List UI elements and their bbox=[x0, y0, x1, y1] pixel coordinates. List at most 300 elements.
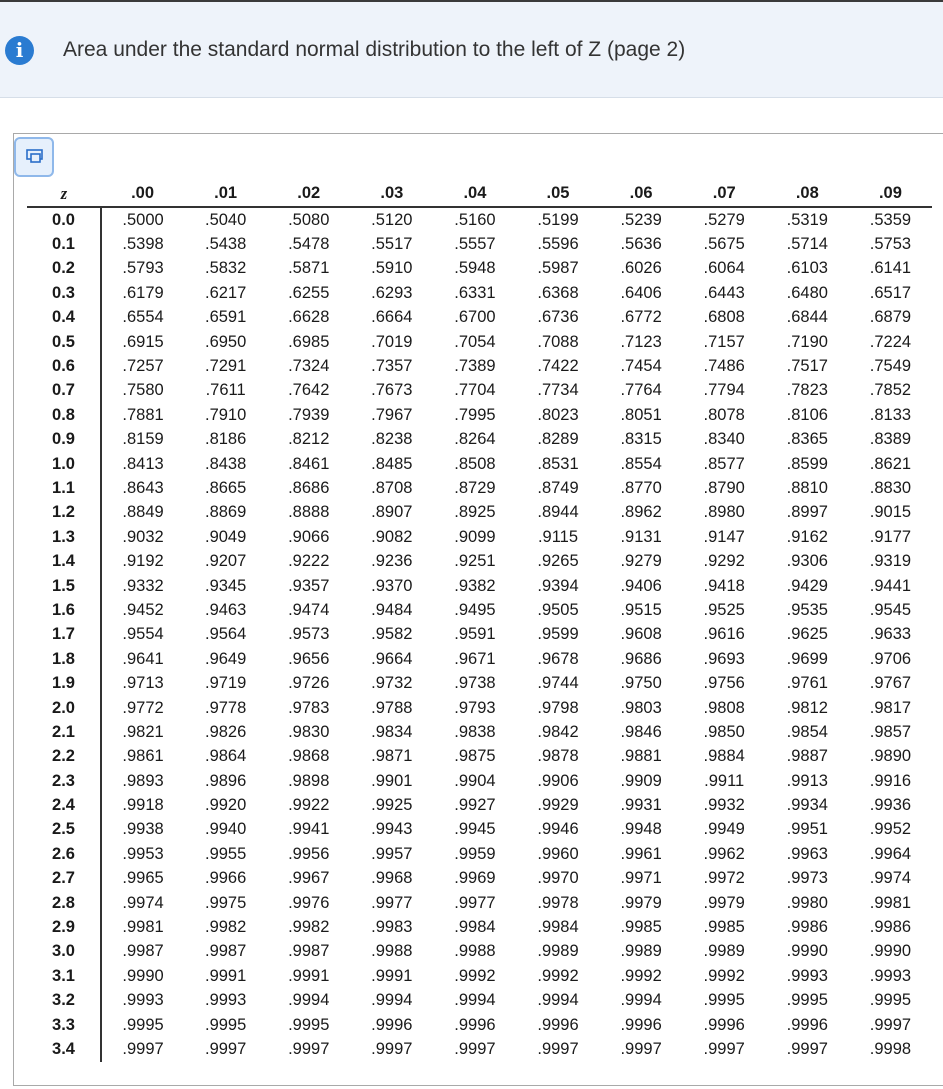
table-row bbox=[27, 867, 932, 891]
table-row bbox=[27, 989, 932, 1013]
probability-cell: .5319 bbox=[786, 210, 828, 229]
probability-cell: .6736 bbox=[537, 308, 579, 327]
probability-cell: .9969 bbox=[454, 869, 496, 888]
probability-cell: .8849 bbox=[122, 503, 164, 522]
probability-cell: .9909 bbox=[620, 771, 662, 790]
probability-cell: .9997 bbox=[371, 1039, 413, 1058]
probability-cell: .9993 bbox=[786, 966, 828, 985]
probability-cell: .9830 bbox=[288, 722, 330, 741]
probability-cell: .9817 bbox=[869, 698, 912, 717]
table-row bbox=[27, 1037, 932, 1061]
z-value-cell: 1.2 bbox=[27, 501, 101, 525]
probability-cell: .8238 bbox=[371, 430, 413, 449]
probability-cell: .9767 bbox=[869, 674, 912, 693]
probability-cell: .9991 bbox=[288, 966, 330, 985]
probability-cell: .5160 bbox=[454, 210, 496, 229]
table-row bbox=[27, 793, 932, 817]
probability-cell: .9977 bbox=[454, 893, 496, 912]
z-value-cell: 0.0 bbox=[27, 207, 101, 232]
probability-cell: .9864 bbox=[204, 747, 247, 766]
table-row bbox=[27, 306, 932, 330]
probability-cell: .7580 bbox=[122, 381, 164, 400]
probability-cell: .9890 bbox=[869, 747, 912, 766]
probability-cell: .9938 bbox=[122, 820, 164, 839]
z-value-cell: 2.5 bbox=[27, 818, 101, 842]
probability-cell: .6103 bbox=[786, 259, 828, 278]
probability-cell: .8365 bbox=[786, 430, 828, 449]
z-value-cell: 2.8 bbox=[27, 891, 101, 915]
probability-cell: .9981 bbox=[869, 893, 912, 912]
table-row bbox=[27, 452, 932, 476]
probability-cell: .9997 bbox=[537, 1039, 579, 1058]
probability-cell: .6517 bbox=[869, 283, 912, 302]
probability-cell: .7967 bbox=[371, 405, 413, 424]
probability-cell: .5398 bbox=[122, 235, 164, 254]
z-value-cell: 1.4 bbox=[27, 549, 101, 573]
probability-cell: .9964 bbox=[869, 844, 912, 863]
probability-cell: .9972 bbox=[703, 869, 745, 888]
probability-cell: .8665 bbox=[204, 478, 247, 497]
probability-cell: .9992 bbox=[620, 966, 662, 985]
probability-cell: .9982 bbox=[288, 918, 330, 937]
probability-cell: .9875 bbox=[454, 747, 496, 766]
probability-cell: .9608 bbox=[620, 625, 662, 644]
probability-cell: .9997 bbox=[869, 1015, 912, 1034]
probability-cell: .9641 bbox=[122, 649, 164, 668]
probability-cell: .7611 bbox=[205, 381, 246, 400]
probability-cell: .9793 bbox=[454, 698, 496, 717]
table-row bbox=[27, 671, 932, 695]
probability-cell: .9996 bbox=[537, 1015, 579, 1034]
probability-cell: .7157 bbox=[703, 332, 745, 351]
table-row bbox=[27, 964, 932, 988]
probability-cell: .9955 bbox=[204, 844, 247, 863]
probability-cell: .9973 bbox=[786, 869, 828, 888]
z-value-cell: 0.8 bbox=[27, 403, 101, 427]
probability-cell: .9564 bbox=[204, 625, 247, 644]
probability-cell: .9857 bbox=[869, 722, 912, 741]
probability-cell: .9265 bbox=[537, 552, 579, 571]
probability-cell: .9525 bbox=[703, 600, 745, 619]
table-row bbox=[27, 232, 932, 256]
probability-cell: .9997 bbox=[703, 1039, 745, 1058]
probability-cell: .9719 bbox=[204, 674, 247, 693]
z-table bbox=[27, 181, 932, 1062]
probability-cell: .8508 bbox=[454, 454, 496, 473]
table-row bbox=[27, 598, 932, 622]
probability-cell: .9997 bbox=[454, 1039, 496, 1058]
probability-cell: .9192 bbox=[122, 552, 164, 571]
table-header-row bbox=[27, 181, 932, 207]
probability-cell: .7190 bbox=[786, 332, 828, 351]
probability-cell: .9967 bbox=[288, 869, 330, 888]
probability-cell: .9981 bbox=[122, 918, 164, 937]
probability-cell: .9997 bbox=[786, 1039, 828, 1058]
probability-cell: .9878 bbox=[537, 747, 579, 766]
probability-cell: .9115 bbox=[537, 527, 579, 546]
probability-cell: .9345 bbox=[204, 576, 247, 595]
z-value-cell: 2.0 bbox=[27, 696, 101, 720]
probability-cell: .6591 bbox=[204, 308, 247, 327]
probability-cell: .9963 bbox=[786, 844, 828, 863]
z-value-cell: 3.0 bbox=[27, 940, 101, 964]
probability-cell: .8810 bbox=[786, 478, 828, 497]
probability-cell: .8770 bbox=[620, 478, 662, 497]
probability-cell: .9887 bbox=[786, 747, 828, 766]
probability-cell: .8485 bbox=[371, 454, 413, 473]
probability-cell: .7852 bbox=[869, 381, 912, 400]
probability-cell: .9505 bbox=[537, 600, 579, 619]
probability-cell: .9066 bbox=[288, 527, 330, 546]
probability-cell: .9906 bbox=[537, 771, 579, 790]
table-row bbox=[27, 257, 932, 281]
probability-cell: .8686 bbox=[288, 478, 330, 497]
probability-cell: .9983 bbox=[371, 918, 413, 937]
probability-cell: .7764 bbox=[620, 381, 662, 400]
probability-cell: .9990 bbox=[786, 942, 828, 961]
probability-cell: .9418 bbox=[703, 576, 745, 595]
probability-cell: .9979 bbox=[703, 893, 745, 912]
probability-cell: .9952 bbox=[869, 820, 912, 839]
probability-cell: .8907 bbox=[371, 503, 413, 522]
probability-cell: .7123 bbox=[620, 332, 662, 351]
z-value-cell: 2.7 bbox=[27, 867, 101, 891]
column-header: .00 bbox=[101, 181, 184, 207]
probability-cell: .9994 bbox=[454, 991, 496, 1010]
probability-cell: .9406 bbox=[620, 576, 662, 595]
probability-cell: .9713 bbox=[122, 674, 164, 693]
probability-cell: .9535 bbox=[786, 600, 828, 619]
probability-cell: .8729 bbox=[454, 478, 496, 497]
probability-cell: .9920 bbox=[204, 796, 247, 815]
probability-cell: .9994 bbox=[371, 991, 413, 1010]
probability-cell: .5199 bbox=[537, 210, 579, 229]
probability-cell: .9934 bbox=[786, 796, 828, 815]
probability-cell: .6879 bbox=[869, 308, 912, 327]
probability-cell: .9931 bbox=[620, 796, 662, 815]
probability-cell: .7704 bbox=[454, 381, 496, 400]
probability-cell: .9992 bbox=[703, 966, 745, 985]
probability-cell: .9990 bbox=[869, 942, 912, 961]
probability-cell: .9929 bbox=[537, 796, 579, 815]
table-row bbox=[27, 403, 932, 427]
probability-cell: .6331 bbox=[454, 283, 496, 302]
probability-cell: .9997 bbox=[620, 1039, 662, 1058]
table-row bbox=[27, 915, 932, 939]
table-row bbox=[27, 720, 932, 744]
z-value-cell: 2.6 bbox=[27, 842, 101, 866]
probability-cell: .6950 bbox=[204, 332, 247, 351]
probability-cell: .9949 bbox=[703, 820, 745, 839]
probability-cell: .9962 bbox=[703, 844, 745, 863]
probability-cell: .9032 bbox=[122, 527, 164, 546]
probability-cell: .9706 bbox=[869, 649, 912, 668]
probability-cell: .9997 bbox=[288, 1039, 330, 1058]
probability-cell: .9357 bbox=[288, 576, 330, 595]
probability-cell: .9993 bbox=[869, 966, 912, 985]
probability-cell: .9049 bbox=[204, 527, 247, 546]
column-header: .05 bbox=[516, 181, 599, 207]
table-row bbox=[27, 891, 932, 915]
table-row bbox=[27, 745, 932, 769]
probability-cell: .9943 bbox=[371, 820, 413, 839]
probability-cell: .5596 bbox=[537, 235, 579, 254]
probability-cell: .9940 bbox=[204, 820, 247, 839]
probability-cell: .8790 bbox=[703, 478, 745, 497]
probability-cell: .9945 bbox=[454, 820, 496, 839]
probability-cell: .9995 bbox=[703, 991, 745, 1010]
probability-cell: .8340 bbox=[703, 430, 745, 449]
probability-cell: .7454 bbox=[620, 357, 662, 376]
probability-cell: .7422 bbox=[537, 357, 579, 376]
probability-cell: .7389 bbox=[454, 357, 496, 376]
probability-cell: .7910 bbox=[204, 405, 247, 424]
probability-cell: .6554 bbox=[122, 308, 164, 327]
z-value-cell: 3.1 bbox=[27, 964, 101, 988]
probability-cell: .9884 bbox=[703, 747, 745, 766]
figure-container bbox=[13, 133, 943, 1086]
probability-cell: .9993 bbox=[204, 991, 247, 1010]
probability-cell: .9974 bbox=[869, 869, 912, 888]
probability-cell: .9452 bbox=[122, 600, 164, 619]
probability-cell: .9953 bbox=[122, 844, 164, 863]
probability-cell: .9279 bbox=[620, 552, 662, 571]
probability-cell: .9975 bbox=[204, 893, 247, 912]
probability-cell: .9901 bbox=[371, 771, 413, 790]
probability-cell: .7673 bbox=[371, 381, 413, 400]
z-value-cell: 1.1 bbox=[27, 476, 101, 500]
probability-cell: .9976 bbox=[288, 893, 330, 912]
probability-cell: .9306 bbox=[786, 552, 828, 571]
probability-cell: .5120 bbox=[371, 210, 413, 229]
probability-cell: .9893 bbox=[122, 771, 164, 790]
probability-cell: .8643 bbox=[122, 478, 164, 497]
probability-cell: .9573 bbox=[288, 625, 330, 644]
z-value-cell: 1.6 bbox=[27, 598, 101, 622]
probability-cell: .9778 bbox=[204, 698, 247, 717]
probability-cell: .9147 bbox=[703, 527, 745, 546]
probability-cell: .9956 bbox=[288, 844, 330, 863]
probability-cell: .7054 bbox=[454, 332, 496, 351]
probability-cell: .9977 bbox=[371, 893, 413, 912]
probability-cell: .6255 bbox=[288, 283, 330, 302]
probability-cell: .9957 bbox=[371, 844, 413, 863]
probability-cell: .8106 bbox=[786, 405, 828, 424]
probability-cell: .8980 bbox=[703, 503, 745, 522]
probability-cell: .6844 bbox=[786, 308, 828, 327]
z-value-cell: 0.5 bbox=[27, 330, 101, 354]
probability-cell: .9988 bbox=[371, 942, 413, 961]
probability-cell: .9332 bbox=[122, 576, 164, 595]
probability-cell: .7823 bbox=[786, 381, 828, 400]
probability-cell: .9738 bbox=[454, 674, 496, 693]
probability-cell: .9992 bbox=[537, 966, 579, 985]
probability-cell: .9974 bbox=[122, 893, 164, 912]
probability-cell: .9989 bbox=[537, 942, 579, 961]
probability-cell: .5000 bbox=[122, 210, 164, 229]
probability-cell: .8888 bbox=[288, 503, 330, 522]
probability-cell: .9966 bbox=[204, 869, 247, 888]
probability-cell: .9994 bbox=[620, 991, 662, 1010]
probability-cell: .9911 bbox=[704, 771, 745, 790]
probability-cell: .8577 bbox=[703, 454, 745, 473]
probability-cell: .9995 bbox=[122, 1015, 164, 1034]
column-header: .01 bbox=[184, 181, 267, 207]
probability-cell: .9995 bbox=[869, 991, 912, 1010]
probability-cell: .9633 bbox=[869, 625, 912, 644]
probability-cell: .7881 bbox=[122, 405, 164, 424]
probability-cell: .8133 bbox=[869, 405, 912, 424]
info-banner bbox=[0, 2, 943, 98]
probability-cell: .8461 bbox=[288, 454, 330, 473]
probability-cell: .9995 bbox=[786, 991, 828, 1010]
table-row bbox=[27, 1013, 932, 1037]
probability-cell: .9834 bbox=[371, 722, 413, 741]
probability-cell: .5987 bbox=[537, 259, 579, 278]
probability-cell: .6406 bbox=[620, 283, 662, 302]
probability-cell: .5675 bbox=[703, 235, 745, 254]
probability-cell: .9997 bbox=[122, 1039, 164, 1058]
probability-cell: .7257 bbox=[122, 357, 164, 376]
probability-cell: .9251 bbox=[454, 552, 496, 571]
probability-cell: .8315 bbox=[620, 430, 662, 449]
probability-cell: .9989 bbox=[620, 942, 662, 961]
probability-cell: .8023 bbox=[537, 405, 579, 424]
z-value-cell: 3.3 bbox=[27, 1013, 101, 1037]
probability-cell: .6293 bbox=[371, 283, 413, 302]
probability-cell: .9850 bbox=[703, 722, 745, 741]
probability-cell: .9756 bbox=[703, 674, 745, 693]
probability-cell: .7088 bbox=[537, 332, 579, 351]
z-value-cell: 0.9 bbox=[27, 428, 101, 452]
table-row bbox=[27, 379, 932, 403]
probability-cell: .9236 bbox=[371, 552, 413, 571]
probability-cell: .9996 bbox=[703, 1015, 745, 1034]
probability-cell: .9854 bbox=[786, 722, 828, 741]
probability-cell: .9554 bbox=[122, 625, 164, 644]
probability-cell: .9980 bbox=[786, 893, 828, 912]
z-value-cell: 1.3 bbox=[27, 525, 101, 549]
probability-cell: .8554 bbox=[620, 454, 662, 473]
probability-cell: .7794 bbox=[703, 381, 745, 400]
probability-cell: .9978 bbox=[537, 893, 579, 912]
probability-cell: .8289 bbox=[537, 430, 579, 449]
probability-cell: .9948 bbox=[620, 820, 662, 839]
probability-cell: .9812 bbox=[786, 698, 828, 717]
probability-cell: .9207 bbox=[204, 552, 247, 571]
z-value-cell: 1.8 bbox=[27, 647, 101, 671]
probability-cell: .6480 bbox=[786, 283, 828, 302]
probability-cell: .9990 bbox=[122, 966, 164, 985]
z-value-cell: 0.4 bbox=[27, 306, 101, 330]
probability-cell: .5832 bbox=[204, 259, 247, 278]
probability-cell: .9927 bbox=[454, 796, 496, 815]
probability-cell: .9292 bbox=[703, 552, 745, 571]
probability-cell: .7642 bbox=[288, 381, 330, 400]
column-header: .03 bbox=[350, 181, 433, 207]
probability-cell: .9616 bbox=[703, 625, 745, 644]
probability-cell: .9131 bbox=[620, 527, 662, 546]
probability-cell: .7224 bbox=[869, 332, 912, 351]
probability-cell: .9821 bbox=[122, 722, 164, 741]
probability-cell: .7357 bbox=[371, 357, 413, 376]
column-header: .09 bbox=[849, 181, 932, 207]
probability-cell: .9996 bbox=[620, 1015, 662, 1034]
probability-cell: .6772 bbox=[620, 308, 662, 327]
probability-cell: .8708 bbox=[371, 478, 413, 497]
table-row bbox=[27, 696, 932, 720]
probability-cell: .9993 bbox=[122, 991, 164, 1010]
probability-cell: .6026 bbox=[620, 259, 662, 278]
probability-cell: .9994 bbox=[288, 991, 330, 1010]
probability-cell: .9987 bbox=[288, 942, 330, 961]
z-value-cell: 3.4 bbox=[27, 1037, 101, 1061]
probability-cell: .9995 bbox=[288, 1015, 330, 1034]
probability-cell: .5793 bbox=[122, 259, 164, 278]
probability-cell: .6700 bbox=[454, 308, 496, 327]
probability-cell: .9761 bbox=[786, 674, 828, 693]
probability-cell: .6443 bbox=[703, 283, 745, 302]
table-row bbox=[27, 330, 932, 354]
probability-cell: .8925 bbox=[454, 503, 496, 522]
probability-cell: .8051 bbox=[620, 405, 662, 424]
probability-cell: .9922 bbox=[288, 796, 330, 815]
probability-cell: .9382 bbox=[454, 576, 496, 595]
probability-cell: .9625 bbox=[786, 625, 828, 644]
info-icon: i bbox=[5, 36, 34, 65]
probability-cell: .5438 bbox=[204, 235, 247, 254]
probability-cell: .9951 bbox=[786, 820, 828, 839]
probability-cell: .9082 bbox=[371, 527, 413, 546]
probability-cell: .9750 bbox=[620, 674, 662, 693]
probability-cell: .8962 bbox=[620, 503, 662, 522]
probability-cell: .9961 bbox=[620, 844, 662, 863]
probability-cell: .7939 bbox=[288, 405, 330, 424]
probability-cell: .8621 bbox=[869, 454, 912, 473]
probability-cell: .9898 bbox=[288, 771, 330, 790]
probability-cell: .5239 bbox=[620, 210, 662, 229]
probability-cell: .5753 bbox=[869, 235, 912, 254]
z-value-cell: 2.2 bbox=[27, 745, 101, 769]
probability-cell: .9970 bbox=[537, 869, 579, 888]
probability-cell: .8749 bbox=[537, 478, 579, 497]
probability-cell: .9984 bbox=[454, 918, 496, 937]
z-value-cell: 2.3 bbox=[27, 769, 101, 793]
probability-cell: .9995 bbox=[204, 1015, 247, 1034]
expand-image-button[interactable] bbox=[14, 137, 54, 177]
probability-cell: .7486 bbox=[703, 357, 745, 376]
probability-cell: .5279 bbox=[703, 210, 745, 229]
probability-cell: .9474 bbox=[288, 600, 330, 619]
probability-cell: .8869 bbox=[204, 503, 247, 522]
probability-cell: .9803 bbox=[620, 698, 662, 717]
probability-cell: .5478 bbox=[288, 235, 330, 254]
probability-cell: .9678 bbox=[537, 649, 579, 668]
probability-cell: .7324 bbox=[288, 357, 330, 376]
probability-cell: .5636 bbox=[620, 235, 662, 254]
probability-cell: .8830 bbox=[869, 478, 912, 497]
probability-cell: .5557 bbox=[454, 235, 496, 254]
probability-cell: .9904 bbox=[454, 771, 496, 790]
table-body bbox=[27, 207, 932, 1062]
probability-cell: .9996 bbox=[371, 1015, 413, 1034]
probability-cell: .9744 bbox=[537, 674, 579, 693]
probability-cell: .9881 bbox=[620, 747, 662, 766]
column-header: .04 bbox=[433, 181, 516, 207]
z-value-cell: 2.9 bbox=[27, 915, 101, 939]
probability-cell: .9941 bbox=[288, 820, 330, 839]
probability-cell: .8264 bbox=[454, 430, 496, 449]
